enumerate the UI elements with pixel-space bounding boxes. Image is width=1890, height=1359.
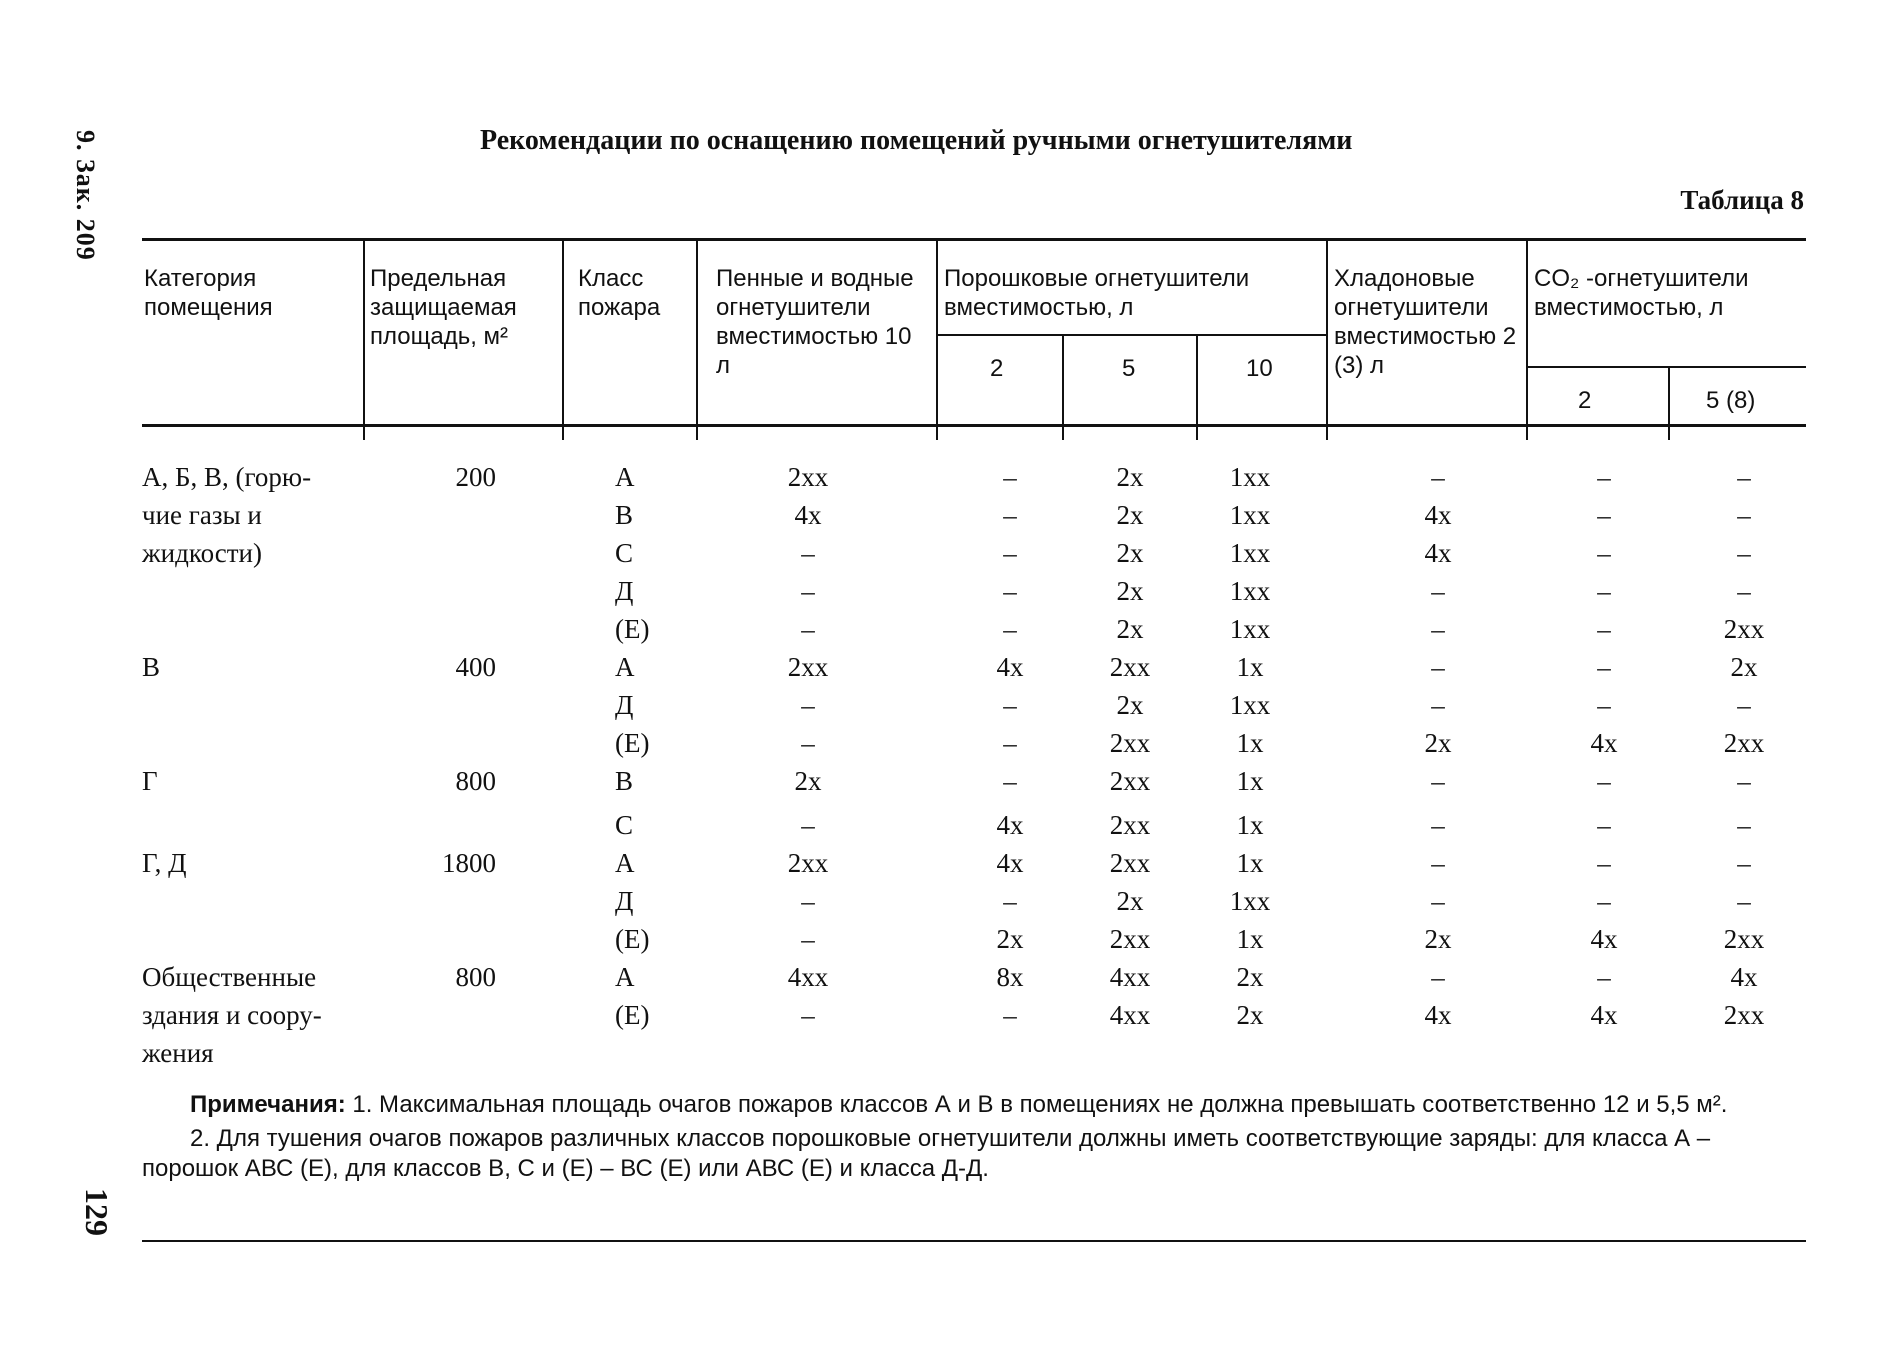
row-value: 1хх xyxy=(1229,690,1271,720)
row-area: 800 xyxy=(455,766,496,796)
row-value: – xyxy=(1431,810,1445,840)
row-value: – xyxy=(1431,652,1445,682)
header-fire-class: Класс пожара xyxy=(578,265,661,321)
row-value: 4х xyxy=(1424,500,1452,530)
row-value: 1х xyxy=(1236,848,1264,878)
row-value: 2хх xyxy=(787,462,829,492)
header-area: Предельная защищаемая площадь, м² xyxy=(370,265,517,350)
row-value: 4хх xyxy=(1109,962,1151,992)
note-1-text: 1. Максимальная площадь очагов пожаров классов А и В в помещениях не должна превышать соответственно 12 и 5,5 м². xyxy=(352,1091,1728,1118)
row-value: 4х xyxy=(1424,538,1452,568)
row-value: – xyxy=(1003,690,1017,720)
row-value: 4х xyxy=(1590,728,1618,758)
row-value: 1хх xyxy=(1229,462,1271,492)
note-2: 2. Для тушения очагов пожаров различных классов порошковые огнетушители должны иметь соответствующие заряды: для класса А – порошок АВС (Е), для классов В, С и (Е) – ВС (Е) или АВС (Е) и класса Д-Д. xyxy=(142,1125,1711,1182)
row-value: – xyxy=(1597,462,1611,492)
row-value: 1хх xyxy=(1229,576,1271,606)
row-value: 2хх xyxy=(1723,1000,1765,1030)
row-area: 200 xyxy=(455,462,496,492)
notes xyxy=(142,1090,1806,1184)
col-divider xyxy=(562,240,564,440)
row-value: 2х xyxy=(1730,652,1758,682)
row-value: – xyxy=(1737,500,1751,530)
row-category: жидкости) xyxy=(142,538,262,568)
header-powder-5: 5 xyxy=(1122,355,1136,382)
row-value: – xyxy=(1003,576,1017,606)
row-value: 2х xyxy=(1236,1000,1264,1030)
row-value: – xyxy=(1737,886,1751,916)
row-value: 2хх xyxy=(1723,728,1765,758)
col-divider xyxy=(1668,368,1670,440)
row-value: 4х xyxy=(996,652,1024,682)
document-title: Рекомендации по оснащению помещений ручными огнетушителями xyxy=(480,125,1353,156)
row-area: 400 xyxy=(455,652,496,682)
row-fire-class: А xyxy=(615,462,635,492)
row-value: – xyxy=(801,728,815,758)
row-fire-class: (Е) xyxy=(615,614,650,644)
row-category: жения xyxy=(142,1038,214,1068)
row-value: – xyxy=(801,576,815,606)
row-fire-class: Д xyxy=(615,886,634,916)
row-fire-class: В xyxy=(615,766,634,796)
row-value: – xyxy=(1003,538,1017,568)
row-value: 4хх xyxy=(1109,1000,1151,1030)
row-fire-class: (Е) xyxy=(615,1000,650,1030)
row-value: – xyxy=(1597,810,1611,840)
row-fire-class: С xyxy=(615,810,634,840)
row-value: 4хх xyxy=(787,962,829,992)
row-fire-class: А xyxy=(615,652,635,682)
row-value: 4х xyxy=(1424,1000,1452,1030)
row-value: – xyxy=(1737,462,1751,492)
col-divider xyxy=(1196,336,1198,440)
row-value: 4х xyxy=(996,810,1024,840)
row-value: 1хх xyxy=(1229,500,1271,530)
row-value: – xyxy=(1431,690,1445,720)
row-value: – xyxy=(1431,962,1445,992)
row-value: – xyxy=(1737,810,1751,840)
row-fire-class: А xyxy=(615,962,635,992)
header-powder: Порошковые огнетушители вместимостью, л xyxy=(944,265,1250,321)
row-value: 2хх xyxy=(1109,652,1151,682)
powder-sub-rule xyxy=(936,334,1326,336)
row-value: 8х xyxy=(996,962,1024,992)
note-1 xyxy=(142,1090,1806,1120)
row-value: – xyxy=(1597,538,1611,568)
row-value: 2х xyxy=(1424,728,1452,758)
col-divider xyxy=(1526,240,1528,440)
row-category: Г, Д xyxy=(142,848,187,878)
row-value: – xyxy=(1003,728,1017,758)
row-fire-class: Д xyxy=(615,576,634,606)
col-divider xyxy=(1326,240,1328,440)
row-value: – xyxy=(1431,614,1445,644)
row-value: 2х xyxy=(1116,500,1144,530)
row-value: – xyxy=(1597,886,1611,916)
row-value: 2хх xyxy=(1723,614,1765,644)
row-value: 4х xyxy=(1730,962,1758,992)
row-fire-class: (Е) xyxy=(615,924,650,954)
header-powder-2: 2 xyxy=(990,355,1004,382)
header-halon: Хладоновые огнетушители вместимостью 2 (3) л xyxy=(1334,265,1517,379)
header-powder-10: 10 xyxy=(1246,355,1273,382)
col-divider xyxy=(696,240,698,440)
row-value: – xyxy=(1431,848,1445,878)
col-divider xyxy=(936,240,938,440)
row-value: – xyxy=(1003,766,1017,796)
row-category: Общественные xyxy=(142,962,317,992)
notes-label: Примечания: xyxy=(190,1091,346,1118)
page-bottom-rule xyxy=(142,1240,1806,1242)
row-value: – xyxy=(1003,462,1017,492)
row-value: – xyxy=(1737,690,1751,720)
row-fire-class: Д xyxy=(615,690,634,720)
row-area: 800 xyxy=(455,962,496,992)
row-value: – xyxy=(1737,538,1751,568)
row-value: – xyxy=(1597,962,1611,992)
row-area: 1800 xyxy=(442,848,496,878)
row-value: – xyxy=(801,924,815,954)
row-fire-class: А xyxy=(615,848,635,878)
col-divider xyxy=(363,240,365,440)
row-value: – xyxy=(1003,886,1017,916)
row-value: – xyxy=(1597,848,1611,878)
row-value: 2х xyxy=(1116,576,1144,606)
row-category: здания и соору- xyxy=(142,1000,322,1030)
row-value: – xyxy=(1737,848,1751,878)
row-value: – xyxy=(801,1000,815,1030)
row-value: 1х xyxy=(1236,728,1264,758)
order-number: 9. Зак. 209 xyxy=(71,130,100,261)
header-co2-5: 5 (8) xyxy=(1706,387,1756,414)
row-fire-class: С xyxy=(615,538,634,568)
row-value: 2х xyxy=(996,924,1024,954)
row-value: – xyxy=(1597,690,1611,720)
row-value: – xyxy=(1431,462,1445,492)
page-number: 129 xyxy=(79,1188,115,1236)
row-value: 1хх xyxy=(1229,886,1271,916)
row-value: 2хх xyxy=(1109,924,1151,954)
row-value: – xyxy=(1597,576,1611,606)
row-value: – xyxy=(1003,1000,1017,1030)
row-value: 2х xyxy=(1424,924,1452,954)
row-value: – xyxy=(1597,766,1611,796)
row-value: 4х xyxy=(1590,924,1618,954)
row-value: 2хх xyxy=(1109,728,1151,758)
row-value: – xyxy=(1431,766,1445,796)
row-value: 1хх xyxy=(1229,614,1271,644)
row-value: – xyxy=(801,886,815,916)
row-value: – xyxy=(1737,766,1751,796)
row-value: – xyxy=(801,810,815,840)
row-value: 2х xyxy=(1116,886,1144,916)
row-value: 1х xyxy=(1236,924,1264,954)
row-value: 2х xyxy=(1116,614,1144,644)
col-divider xyxy=(1062,336,1064,440)
row-value: 2хх xyxy=(1109,848,1151,878)
row-value: 2х xyxy=(1116,690,1144,720)
row-value: – xyxy=(1431,886,1445,916)
row-value: 1х xyxy=(1236,652,1264,682)
row-value: 2х xyxy=(1116,538,1144,568)
header-co2-2: 2 xyxy=(1578,387,1592,414)
row-value: – xyxy=(1597,500,1611,530)
table-label: Таблица 8 xyxy=(1680,185,1804,215)
row-category: А, Б, В, (горю- xyxy=(142,462,312,492)
row-value: 2х xyxy=(794,766,822,796)
row-value: 2х xyxy=(1236,962,1264,992)
row-value: 4х xyxy=(794,500,822,530)
header-foam: Пенные и водные огнетушители вместимостью 10 л xyxy=(716,265,914,379)
row-category: В xyxy=(142,652,161,682)
co2-sub-rule xyxy=(1526,366,1806,368)
row-category: чие газы и xyxy=(142,500,262,530)
row-value: – xyxy=(801,538,815,568)
header-category: Категория помещения xyxy=(144,265,273,321)
row-fire-class: (Е) xyxy=(615,728,650,758)
row-value: 2хх xyxy=(1723,924,1765,954)
row-value: 2хх xyxy=(787,652,829,682)
row-value: – xyxy=(801,690,815,720)
row-value: 2х xyxy=(1116,462,1144,492)
row-value: – xyxy=(1597,614,1611,644)
row-value: 1х xyxy=(1236,810,1264,840)
header-bottom-rule xyxy=(142,424,1806,427)
row-fire-class: В xyxy=(615,500,634,530)
row-value: – xyxy=(1737,576,1751,606)
row-value: 2хх xyxy=(787,848,829,878)
row-value: – xyxy=(1597,652,1611,682)
row-value: 4х xyxy=(996,848,1024,878)
row-value: 2хх xyxy=(1109,810,1151,840)
row-value: – xyxy=(801,614,815,644)
row-value: 4х xyxy=(1590,1000,1618,1030)
header-co2: CO₂ -огнетушители вместимостью, л xyxy=(1534,265,1749,321)
row-value: 1хх xyxy=(1229,538,1271,568)
row-value: – xyxy=(1003,500,1017,530)
row-value: – xyxy=(1431,576,1445,606)
table-top-rule xyxy=(142,238,1806,241)
row-category: Г xyxy=(142,766,158,796)
row-value: 1х xyxy=(1236,766,1264,796)
row-value: – xyxy=(1003,614,1017,644)
row-value: 2хх xyxy=(1109,766,1151,796)
